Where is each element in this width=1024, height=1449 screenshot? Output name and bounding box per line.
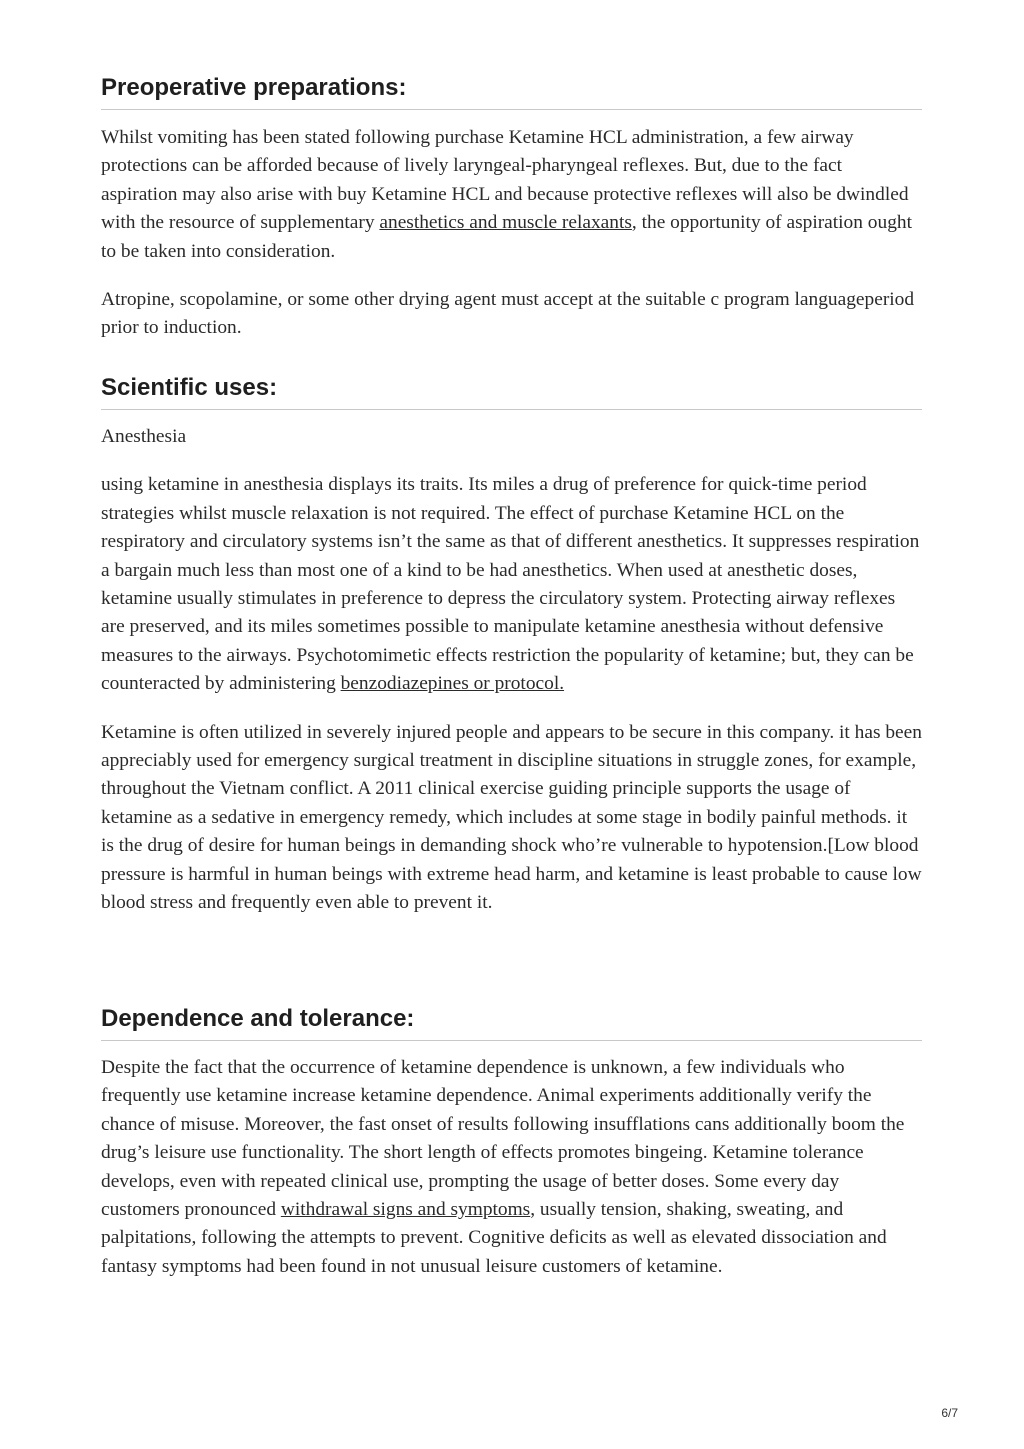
paragraph xyxy=(101,124,922,266)
paragraph-text: Whilst vomiting has been stated following purchase Ketamine HCL administration, a few airway protections can be afforded because of lively laryngeal-pharyngeal reflexes. But, due to the fact aspiration may also arise with buy Ketamine HCL and because protective reflexes will also be dwindled with the resource of supplementary xyxy=(101,127,909,234)
link-anesthetics-and-muscle-relaxants[interactable]: anesthetics and muscle relaxants xyxy=(379,212,632,234)
link-withdrawal-signs-and-symptoms[interactable]: withdrawal signs and symptoms xyxy=(280,1199,531,1221)
section-heading: Scientific uses: xyxy=(101,373,922,410)
section-heading: Dependence and tolerance: xyxy=(101,1004,922,1041)
paragraph: Ketamine is often utilized in severely injured people and appears to be secure in this company. it has been appreciably used for emergency surgical treatment in discipline situations in struggle zones, for example, throughout the Vietnam conflict. A 2011 clinical exercise guiding principle supports the usage of ketamine as a sedative in emergency remedy, which includes at some stage in bodily painful methods. it is the drug of desire for human beings in demanding shock who’re vulnerable to hypotension.[Low blood pressure is harmful in human beings with extreme head harm, and ketamine is least probable to cause low blood stress and frequently even able to prevent it. xyxy=(101,721,922,914)
paragraph: Anesthesia xyxy=(101,426,187,447)
section-preoperative-preparations xyxy=(101,73,922,343)
paragraph-text: , the opportunity of aspiration ought to be taken into consideration. xyxy=(101,212,912,262)
paragraph-text: , usually tension, shaking, sweating, and palpitations, following the attempts to prevent. Cognitive deficits as well as elevated dissociation and fantasy symptoms had been found in not unusual leisure customers of ketamine. xyxy=(101,1199,887,1277)
page-number: 6/7 xyxy=(941,1406,958,1420)
paragraph-text: Despite the fact that the occurrence of ketamine dependence is unknown, a few individuals who frequently use ketamine increase ketamine dependence. Animal experiments additionally verify the chance of misuse. Moreover, the fast onset of results following insufflations cans additionally boom the drug’s leisure use functionality. The short length of effects promotes bingeing. Ketamine tolerance develops, even with repeated clinical use, prompting the usage of better doses. Some every day customers pronounced xyxy=(101,1057,905,1221)
paragraph: Atropine, scopolamine, or some other drying agent must accept at the suitable c program languageperiod prior to induction. xyxy=(101,289,915,339)
paragraph xyxy=(101,1054,922,1281)
link-benzodiazepines-or-protocol[interactable]: benzodiazepines or protocol. xyxy=(340,673,565,695)
paragraph-text: using ketamine in anesthesia displays its traits. Its miles a drug of preference for quick-time period strategies whilst muscle relaxation is not required. The effect of purchase Ketamine HCL on the respiratory and circulatory systems isn’t the same as that of different anesthetics. It suppresses respiration a bargain much less than most one of a kind to be had anesthetics. When used at anesthetic doses, ketamine usually stimulates in preference to depress the circulatory system. Protecting airway reflexes are preserved, and its miles sometimes possible to manipulate ketamine anesthesia without defensive measures to the airways. Psychotomimetic effects restriction the popularity of ketamine; but, they can be counteracted by administering xyxy=(101,474,920,695)
paragraph xyxy=(101,471,922,698)
section-dependence-and-tolerance xyxy=(101,1004,922,1281)
section-scientific-uses xyxy=(101,373,922,918)
section-heading: Preoperative preparations: xyxy=(101,73,922,110)
